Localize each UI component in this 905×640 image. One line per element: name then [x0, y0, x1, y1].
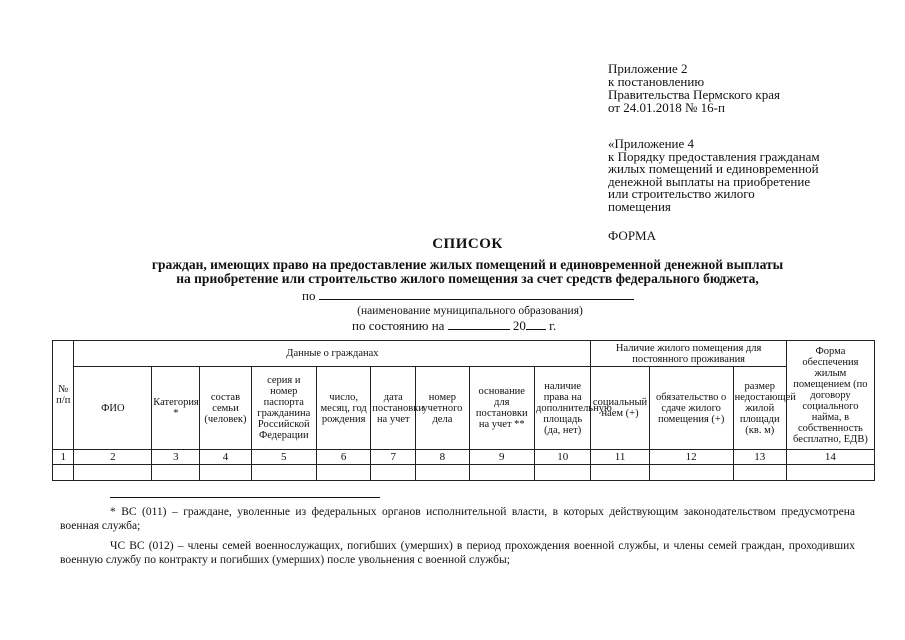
col-passport-header: серия и номер паспорта гражданина Российской Федерации	[251, 367, 317, 450]
empty-cell[interactable]	[469, 465, 535, 481]
appendix2-line: к Порядку предоставления гражданам	[608, 148, 820, 164]
appendix2-line: или строительство жилого	[608, 186, 755, 201]
col-number-cell: 12	[649, 450, 733, 465]
group-citizens-header: Данные о гражданах	[74, 341, 591, 367]
col-number-cell: 1	[53, 450, 74, 465]
empty-cell[interactable]	[53, 465, 74, 481]
empty-cell[interactable]	[317, 465, 371, 481]
appendix2-block	[608, 138, 820, 213]
footnotes	[60, 505, 855, 573]
empty-cell[interactable]	[591, 465, 649, 481]
citizens-table	[52, 340, 875, 481]
footnote-divider	[110, 497, 380, 498]
document-title: СПИСОК	[432, 236, 503, 252]
empty-cell[interactable]	[733, 465, 786, 481]
col-fio-header: ФИО	[74, 367, 152, 450]
appendix2-line: «Приложение 4	[608, 136, 695, 151]
empty-cell[interactable]	[535, 465, 591, 481]
appendix2-line: жилых помещений и единовременной	[608, 161, 819, 176]
col-number-cell: 6	[317, 450, 371, 465]
as-of-prefix: по состоянию на	[352, 318, 445, 333]
col-extra-area-header: наличие права на дополнительную площадь (да, нет)	[535, 367, 591, 450]
empty-cell[interactable]	[371, 465, 416, 481]
col-number-cell: 8	[416, 450, 469, 465]
col-missing-area-header: размер недостающей жилой площади (кв. м)	[733, 367, 786, 450]
municipality-caption: (наименование муниципального образования)	[357, 305, 583, 317]
appendix-line: Приложение 2	[608, 61, 688, 76]
year-suffix: г.	[549, 318, 557, 333]
municipality-line	[302, 287, 634, 304]
document-subtitle	[0, 258, 905, 286]
empty-cell[interactable]	[416, 465, 469, 481]
year-prefix: 20	[512, 318, 526, 333]
appendix-line: Правительства Пермского края	[608, 87, 780, 102]
col-number-cell: 9	[469, 450, 535, 465]
col-number-cell: 4	[200, 450, 251, 465]
col-basis-header: основание для постановки на учет **	[469, 367, 535, 450]
table-row	[53, 465, 875, 481]
col-number-cell: 7	[371, 450, 416, 465]
col-case-number-header: номер учетного дела	[416, 367, 469, 450]
appendix-block	[608, 62, 780, 114]
footnote-vs: * ВС (011) – граждане, уволенные из федеральных органов исполнительной власти, в которых действующим законодательством предусмотрена военная служба;	[60, 506, 855, 532]
appendix2-line: помещения	[608, 198, 671, 214]
col-number-cell: 14	[786, 450, 874, 465]
col-number-cell: 2	[74, 450, 152, 465]
footnote-chs-vs: ЧС ВС (012) – члены семей военнослужащих, погибших (умерших) в период прохождения военной службы, и члены семей граждан, проходивших военную службу по контракту и погибших (умерших) после увольнения с военной службы;	[60, 540, 855, 566]
municipality-blank[interactable]	[319, 287, 634, 300]
col-birthdate-header: число, месяц, год рождения	[317, 367, 371, 450]
empty-cell[interactable]	[649, 465, 733, 481]
empty-cell[interactable]	[251, 465, 317, 481]
col-number-cell: 11	[591, 450, 649, 465]
col-obligation-header: обязательство о сдаче жилого помещения (+)	[649, 367, 733, 450]
empty-cell[interactable]	[200, 465, 251, 481]
date-blank[interactable]	[448, 317, 510, 330]
col-number-cell: 5	[251, 450, 317, 465]
po-label: по	[302, 288, 316, 303]
col-category-header: Категория *	[152, 367, 200, 450]
col-family-header: состав семьи (человек)	[200, 367, 251, 450]
appendix2-line: денежной выплаты на приобретение	[608, 173, 811, 189]
subtitle-line-2: на приобретение или строительство жилого помещения за счет средств федерального бюджета,	[176, 271, 759, 286]
year-blank[interactable]	[526, 317, 546, 330]
subtitle-line-1: граждан, имеющих право на предоставление жилых помещений и единовременной денежной выплаты	[151, 257, 784, 272]
col-number-cell: 3	[152, 450, 200, 465]
group-housing-header: Наличие жилого помещения для постоянного проживания	[591, 341, 786, 367]
form-label: ФОРМА	[608, 228, 656, 243]
col-number-cell: 10	[535, 450, 591, 465]
col-number-cell: 13	[733, 450, 786, 465]
empty-cell[interactable]	[74, 465, 152, 481]
group-form-header: Форма обеспечения жилым помещением (по договору социального найма, в собственность бесплатно, ЕДВ)	[786, 341, 874, 450]
empty-cell[interactable]	[152, 465, 200, 481]
appendix-line: от 24.01.2018 № 16-п	[608, 100, 725, 115]
col-registration-date-header: дата постановки на учет	[371, 367, 416, 450]
col-social-rent-header: социальный наем (+)	[591, 367, 649, 450]
empty-cell[interactable]	[786, 465, 874, 481]
col-num-header: № п/п	[53, 341, 74, 450]
appendix-line: к постановлению	[608, 74, 705, 89]
as-of-line	[352, 317, 556, 334]
